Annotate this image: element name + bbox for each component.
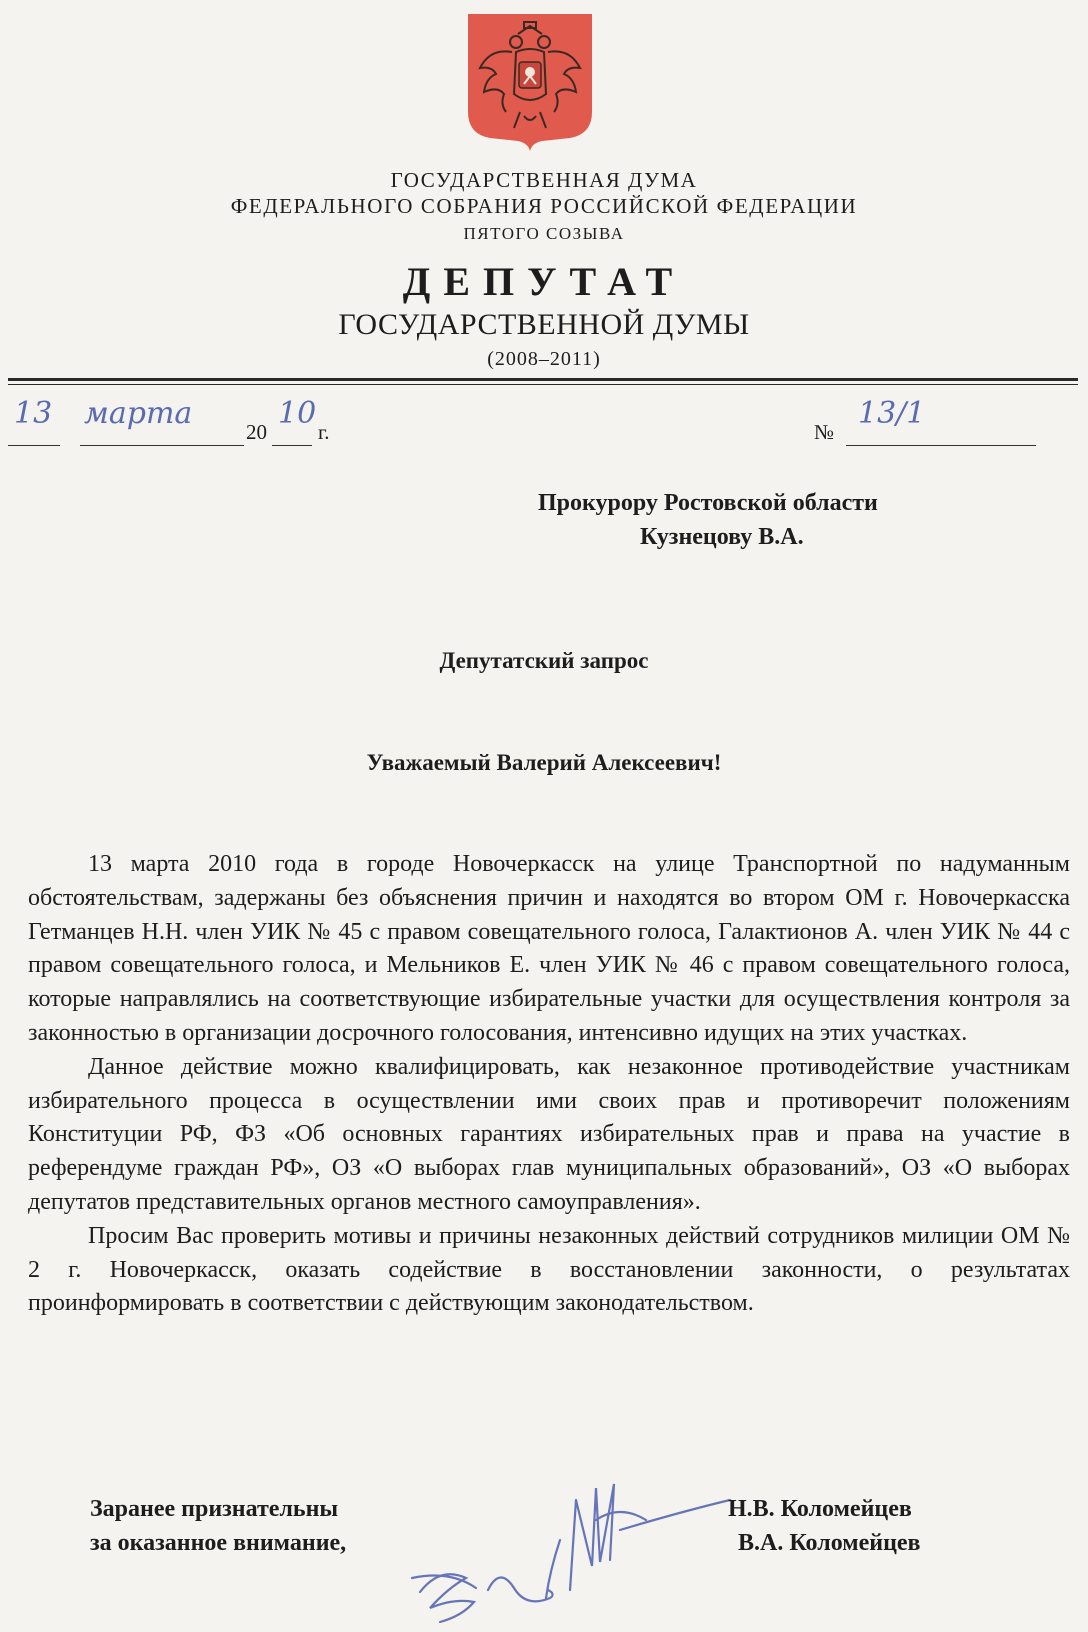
number-underline bbox=[846, 445, 1036, 446]
header-duma: ГОСУДАРСТВЕННАЯ ДУМА bbox=[390, 168, 698, 192]
greeting: Уважаемый Валерий Алексеевич! bbox=[366, 750, 722, 775]
date-year-prefix: 20 bbox=[246, 420, 267, 444]
number-label: № bbox=[814, 420, 835, 444]
paragraph: Данное действие можно квалифицировать, как незаконное противодействие участникам избирательного процесса в осуществлении ими своих прав и противоречит положениям Конституции РФ, ФЗ «Об основных гарантиях избирательных прав и права на участие в референдуме граждан РФ», ОЗ «О выборах глав муниципальных образований», ОЗ «О выборах депутатов представительных органов местного самоуправления». bbox=[28, 1053, 1070, 1215]
header-deputy-of: ГОСУДАРСТВЕННОЙ ДУМЫ bbox=[338, 308, 750, 341]
date-day: 13 bbox=[14, 396, 53, 431]
date-year-suffix: 10 bbox=[278, 396, 317, 431]
addressee-line-2: Кузнецову В.А. bbox=[640, 524, 804, 550]
header-term: (2008–2011) bbox=[487, 348, 601, 370]
handwritten-signatures bbox=[400, 1470, 770, 1630]
paragraph: Просим Вас проверить мотивы и причины незаконных действий сотрудников милиции ОМ № 2 г. Новочеркасск, оказать содействие в восстановлении законности, о результатах проинформировать в соответствии с действующим законодательством. bbox=[28, 1222, 1070, 1317]
signatory-1: Н.В. Коломейцев bbox=[728, 1496, 912, 1522]
addressee-line-1: Прокурору Ростовской области bbox=[538, 490, 878, 516]
closing-line-2: за оказанное внимание, bbox=[90, 1530, 347, 1556]
header-federal-assembly: ФЕДЕРАЛЬНОГО СОБРАНИЯ РОССИЙСКОЙ ФЕДЕРАЦИИ bbox=[230, 194, 858, 218]
document-title: Депутатский запрос bbox=[439, 648, 649, 673]
date-month: марта bbox=[84, 396, 193, 431]
date-year-unit: г. bbox=[318, 420, 330, 444]
header-deputy: ДЕПУТАТ bbox=[402, 259, 686, 304]
letter-body bbox=[28, 848, 1070, 1321]
date-month-underline bbox=[80, 445, 244, 446]
date-year-underline bbox=[272, 445, 312, 446]
header-divider-thick bbox=[8, 378, 1078, 381]
header-divider-thin bbox=[8, 384, 1078, 385]
header-convocation: ПЯТОГО СОЗЫВА bbox=[463, 224, 625, 243]
closing-line-1: Заранее признательны bbox=[90, 1496, 339, 1522]
signatory-2: В.А. Коломейцев bbox=[738, 1530, 921, 1556]
date-day-underline bbox=[8, 445, 60, 446]
closing bbox=[90, 1492, 346, 1560]
document-number: 13/1 bbox=[858, 396, 926, 431]
paragraph: 13 марта 2010 года в городе Новочеркасск на улице Транспортной по надуманным обстоятельствам, задержаны без объяснения причин и находятся во втором ОМ г. Новочеркасска Гетманцев Н.Н. член УИК № 45 с правом совещательного голоса, Галактионов А. член УИК № 44 с правом совещательного голоса, и Мельников Е. член УИК № 46 с правом совещательного голоса, которые направлялись на соответствующие избирательные участки для осуществления контроля за законностью в организации досрочного голосования, интенсивно идущих на этих участках. bbox=[28, 851, 1070, 1046]
coat-of-arms-emblem bbox=[466, 12, 594, 152]
